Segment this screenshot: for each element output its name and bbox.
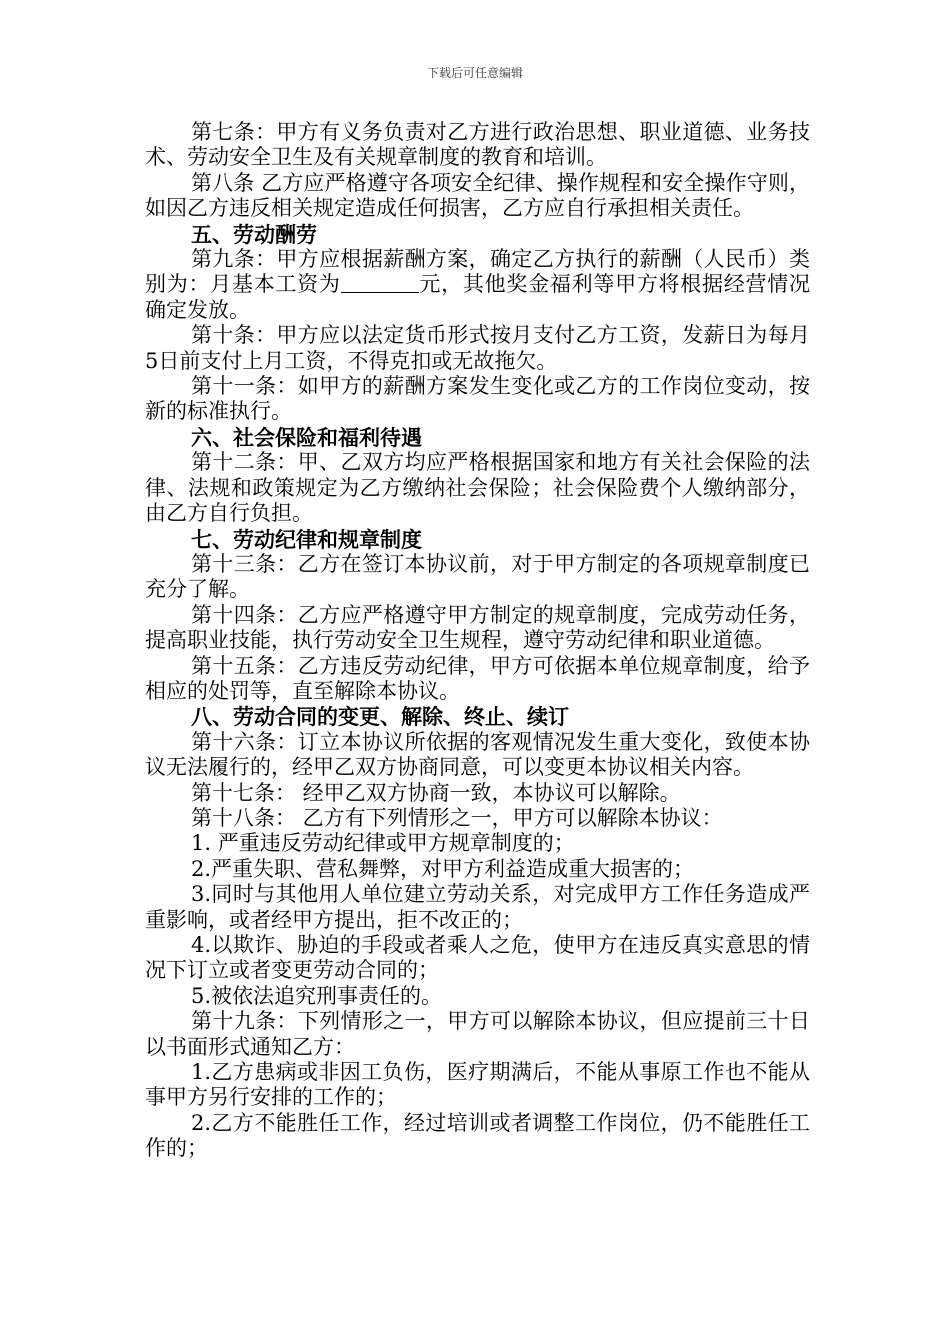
article-11: 第十一条：如甲方的薪酬方案发生变化或乙方的工作岗位变动，按新的标准执行。 [145,374,810,424]
article-18-item-1: 1. 严重违反劳动纪律或甲方规章制度的； [191,831,575,856]
article-18-item-3: 3.同时与其他用人单位建立劳动关系，对完成甲方工作任务造成严重影响，或者经甲方提出，拒不改正的； [145,882,810,932]
article-19-item-1: 1.乙方患病或非因工负伤，医疗期满后，不能从事原工作也不能从事甲方另行安排的工作的； [145,1060,810,1110]
article-16: 第十六条：订立本协议所依据的客观情况发生重大变化，致使本协议无法履行的，经甲乙双方协商同意，可以变更本协议相关内容。 [145,729,810,780]
article-10: 第十条：甲方应以法定货币形式按月支付乙方工资，发薪日为每月5日前支付上月工资，不得克扣或无故拖欠。 [145,323,810,373]
section-heading-7: 七、劳动纪律和规章制度 [191,526,422,552]
section-heading-5: 五、劳动酬劳 [191,221,317,247]
article-8: 第八条 乙方应严格遵守各项安全纪律、操作规程和安全操作守则，如因乙方违反相关规定造成任何损害，乙方应自行承担相关责任。 [145,170,810,221]
article-9-text-after: 元，其他奖金福利等甲方将根据经营情况确定发放。 [145,272,811,322]
article-9 [145,247,810,323]
article-12: 第十二条：甲、乙双方均应严格根据国家和地方有关社会保险的法律、法规和政策规定为乙方缴纳社会保险；社会保险费个人缴纳部分，由乙方自行负担。 [145,450,810,526]
article-13: 第十三条：乙方在签订本协议前，对于甲方制定的各项规章制度已充分了解。 [145,551,810,602]
article-18-item-2: 2.严重失职、营私舞弊，对甲方利益造成重大损害的； [191,856,695,881]
document-body [145,120,810,1162]
article-7: 第七条：甲方有义务负责对乙方进行政治思想、职业道德、业务技术、劳动安全卫生及有关规章制度的教育和培训。 [145,120,810,170]
article-14: 第十四条：乙方应严格遵守甲方制定的规章制度，完成劳动任务，提高职业技能，执行劳动安全卫生规程，遵守劳动纪律和职业道德。 [145,602,810,653]
article-15: 第十五条：乙方违反劳动纪律，甲方可依据本单位规章制度，给予相应的处罚等，直至解除本协议。 [145,653,810,703]
page-header: 下载后可任意编辑 [426,66,523,80]
article-18-item-4: 4.以欺诈、胁迫的手段或者乘人之危，使甲方在违反真实意思的情况下订立或者变更劳动合同的； [145,933,810,983]
section-heading-8: 八、劳动合同的变更、解除、终止、续订 [191,704,569,730]
article-17: 第十七条： 经甲乙双方协商一致，本协议可以解除。 [191,780,681,805]
article-9-text-before: 第九条：甲方应根据薪酬方案，确定乙方执行的薪酬（人民币）类别为：月基本工资为 [145,247,810,297]
salary-blank [341,274,419,293]
article-19-item-2: 2.乙方不能胜任工作，经过培训或者调整工作岗位，仍不能胜任工作的； [145,1110,810,1161]
section-heading-6: 六、社会保险和福利待遇 [191,424,422,450]
article-18: 第十八条： 乙方有下列情形之一，甲方可以解除本协议： [191,805,723,830]
article-18-item-5: 5.被依法追究刑事责任的。 [191,983,443,1008]
article-19: 第十九条：下列情形之一，甲方可以解除本协议，但应提前三十日以书面形式通知乙方： [145,1009,810,1059]
